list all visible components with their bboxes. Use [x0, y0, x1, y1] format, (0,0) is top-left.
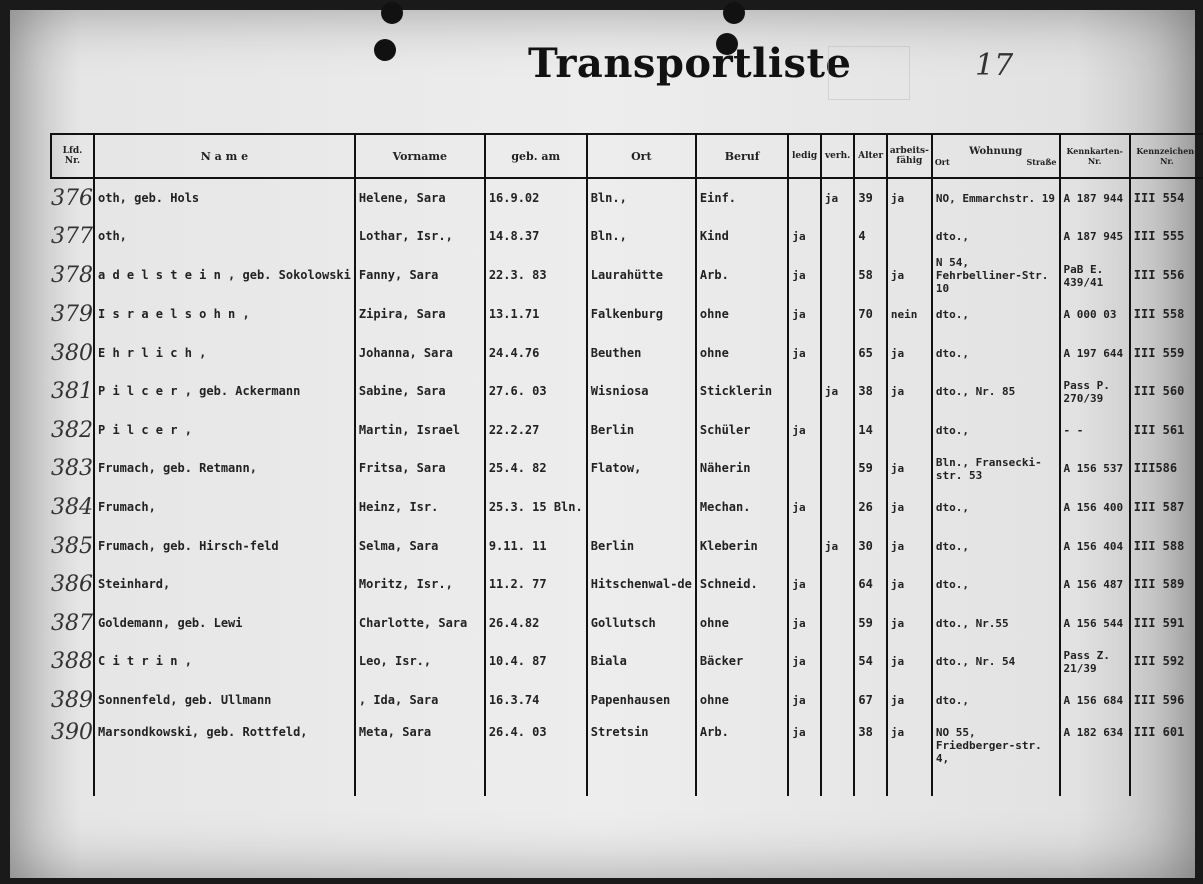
name-cell: E h r l i c h , [94, 334, 355, 373]
col-ledig: ledig [788, 134, 821, 178]
col-beruf: Beruf [696, 134, 788, 178]
vorname-cell: Fanny, Sara [355, 256, 485, 295]
table-row [51, 604, 1203, 643]
wohnung-cell: dto., [932, 488, 1060, 527]
ort-cell: Flatow, [587, 450, 696, 489]
lfd-number: 388 [51, 649, 93, 675]
wohnung-cell: dto., [932, 565, 1060, 604]
name-cell: C i t r i n , [94, 643, 355, 682]
kennzeichen-cell: III 558 [1130, 295, 1203, 334]
wohnung-cell: dto., Nr.55 [932, 604, 1060, 643]
beruf-cell: Schüler [696, 411, 788, 450]
geb-am-cell: 11.2. 77 [485, 565, 587, 604]
col-wohnung-strasse: Straße [1026, 156, 1057, 167]
ledig-cell: ja [788, 218, 821, 257]
beruf-cell: ohne [696, 334, 788, 373]
arbeitsfaehig-cell: ja [887, 565, 932, 604]
ledig-cell: ja [788, 488, 821, 527]
geb-am-cell: 16.3.74 [485, 681, 587, 720]
ledig-cell [788, 372, 821, 411]
beruf-cell: Mechan. [696, 488, 788, 527]
vorname-cell: Charlotte, Sara [355, 604, 485, 643]
name-cell: oth, [94, 218, 355, 257]
ort-cell: Biala [587, 643, 696, 682]
verh-cell [821, 295, 855, 334]
faded-stamp [828, 46, 910, 100]
kennkarten-cell: PaB E. 439/41 [1060, 256, 1130, 295]
kennzeichen-cell: III 555 [1130, 218, 1203, 257]
kennkarten-cell: A 182 634 [1060, 720, 1130, 796]
kennzeichen-cell: III 592 [1130, 643, 1203, 682]
verh-cell [821, 256, 855, 295]
beruf-cell: Kind [696, 218, 788, 257]
ledig-cell: ja [788, 256, 821, 295]
vorname-cell: Sabine, Sara [355, 372, 485, 411]
vorname-cell: Fritsa, Sara [355, 450, 485, 489]
beruf-cell: Kleberin [696, 527, 788, 566]
name-cell: Frumach, geb. Retmann, [94, 450, 355, 489]
alter-cell: 59 [854, 450, 886, 489]
wohnung-cell: dto., [932, 411, 1060, 450]
table-row [51, 720, 1203, 796]
kennkarten-cell: A 156 400 [1060, 488, 1130, 527]
table-row [51, 450, 1203, 489]
wohnung-cell: N 54, Fehrbelliner-Str. 10 [932, 256, 1060, 295]
lfd-number: 386 [51, 572, 93, 598]
geb-am-cell: 25.3. 15 Bln. [485, 488, 587, 527]
name-cell: Goldemann, geb. Lewi [94, 604, 355, 643]
geb-am-cell: 13.1.71 [485, 295, 587, 334]
wohnung-cell: dto., Nr. 85 [932, 372, 1060, 411]
arbeitsfaehig-cell: ja [887, 488, 932, 527]
geb-am-cell: 27.6. 03 [485, 372, 587, 411]
punch-hole [381, 2, 403, 24]
arbeitsfaehig-cell [887, 411, 932, 450]
beruf-cell: Näherin [696, 450, 788, 489]
wohnung-cell: dto., [932, 295, 1060, 334]
page-title: Transportliste [528, 40, 852, 87]
table-row [51, 334, 1203, 373]
lfd-number: 381 [51, 379, 93, 405]
verh-cell [821, 643, 855, 682]
ledig-cell: ja [788, 681, 821, 720]
lfd-number: 376 [51, 185, 93, 211]
col-geb-am: geb. am [485, 134, 587, 178]
ort-cell: Gollutsch [587, 604, 696, 643]
ort-cell: Berlin [587, 411, 696, 450]
kennzeichen-cell: III 559 [1130, 334, 1203, 373]
geb-am-cell: 9.11. 11 [485, 527, 587, 566]
transport-list-table [50, 133, 1203, 796]
lfd-number: 379 [51, 301, 93, 327]
wohnung-cell: dto., [932, 527, 1060, 566]
verh-cell [821, 720, 855, 796]
lfd-number: 387 [51, 610, 93, 636]
beruf-cell: ohne [696, 295, 788, 334]
col-ort: Ort [587, 134, 696, 178]
vorname-cell: Leo, Isr., [355, 643, 485, 682]
ort-cell: Wisniosa [587, 372, 696, 411]
verh-cell [821, 334, 855, 373]
name-cell: oth, geb. Hols [94, 178, 355, 218]
geb-am-cell: 16.9.02 [485, 178, 587, 218]
vorname-cell: Johanna, Sara [355, 334, 485, 373]
table-row [51, 527, 1203, 566]
kennzeichen-cell: III586 [1130, 450, 1203, 489]
margin-mark: 17 [975, 48, 1014, 83]
vorname-cell: Heinz, Isr. [355, 488, 485, 527]
header-row [51, 134, 1203, 178]
kennzeichen-cell: III 556 [1130, 256, 1203, 295]
kennzeichen-cell: III 554 [1130, 178, 1203, 218]
kennzeichen-cell: III 601 [1130, 720, 1203, 796]
geb-am-cell: 10.4. 87 [485, 643, 587, 682]
arbeitsfaehig-cell: ja [887, 643, 932, 682]
ort-cell: Stretsin [587, 720, 696, 796]
col-kennzeichen-nr: Kennzeichen-Nr. [1130, 134, 1203, 178]
alter-cell: 65 [854, 334, 886, 373]
punch-hole [374, 39, 396, 61]
ort-cell: Bln., [587, 218, 696, 257]
table-row [51, 681, 1203, 720]
name-cell: a d e l s t e i n , geb. Sokolowski [94, 256, 355, 295]
wohnung-cell: dto., [932, 681, 1060, 720]
name-cell: I s r a e l s o h n , [94, 295, 355, 334]
ledig-cell [788, 450, 821, 489]
ledig-cell [788, 527, 821, 566]
ledig-cell: ja [788, 643, 821, 682]
verh-cell [821, 218, 855, 257]
name-cell: Steinhard, [94, 565, 355, 604]
wohnung-cell: NO, Emmarchstr. 19 [932, 178, 1060, 218]
lfd-number: 377 [51, 224, 93, 250]
wohnung-cell: dto., [932, 218, 1060, 257]
col-wohnung [932, 134, 1060, 178]
table-row [51, 565, 1203, 604]
table-row [51, 372, 1203, 411]
name-cell: Frumach, [94, 488, 355, 527]
wohnung-cell: dto., Nr. 54 [932, 643, 1060, 682]
beruf-cell: Sticklerin [696, 372, 788, 411]
kennzeichen-cell: III 588 [1130, 527, 1203, 566]
geb-am-cell: 24.4.76 [485, 334, 587, 373]
verh-cell [821, 604, 855, 643]
wohnung-cell: NO 55, Friedberger-str. 4, [932, 720, 1060, 796]
kennkarten-cell: A 197 644 [1060, 334, 1130, 373]
geb-am-cell: 22.2.27 [485, 411, 587, 450]
geb-am-cell: 14.8.37 [485, 218, 587, 257]
verh-cell [821, 411, 855, 450]
geb-am-cell: 22.3. 83 [485, 256, 587, 295]
col-name: N a m e [94, 134, 355, 178]
name-cell: P i l c e r , [94, 411, 355, 450]
alter-cell: 14 [854, 411, 886, 450]
table-row [51, 411, 1203, 450]
arbeitsfaehig-cell: ja [887, 604, 932, 643]
name-cell: Sonnenfeld, geb. Ullmann [94, 681, 355, 720]
beruf-cell: Arb. [696, 256, 788, 295]
verh-cell [821, 488, 855, 527]
lfd-number: 378 [51, 263, 93, 289]
ledig-cell: ja [788, 334, 821, 373]
alter-cell: 30 [854, 527, 886, 566]
name-cell: Marsondkowski, geb. Rottfeld, [94, 720, 355, 796]
ledig-cell [788, 178, 821, 218]
geb-am-cell: 26.4.82 [485, 604, 587, 643]
beruf-cell: Einf. [696, 178, 788, 218]
alter-cell: 70 [854, 295, 886, 334]
kennkarten-cell: - - [1060, 411, 1130, 450]
alter-cell: 54 [854, 643, 886, 682]
table-row [51, 488, 1203, 527]
geb-am-cell: 26.4. 03 [485, 720, 587, 796]
col-lfd-nr: Lfd. Nr. [51, 134, 94, 178]
beruf-cell: Schneid. [696, 565, 788, 604]
arbeitsfaehig-cell: ja [887, 178, 932, 218]
beruf-cell: Bäcker [696, 643, 788, 682]
name-cell: P i l c e r , geb. Ackermann [94, 372, 355, 411]
kennkarten-cell: A 156 537 [1060, 450, 1130, 489]
kennkarten-cell: Pass Z. 21/39 [1060, 643, 1130, 682]
lfd-number: 380 [51, 340, 93, 366]
arbeitsfaehig-cell: ja [887, 681, 932, 720]
kennzeichen-cell: III 561 [1130, 411, 1203, 450]
kennzeichen-cell: III 589 [1130, 565, 1203, 604]
table-row [51, 218, 1203, 257]
name-cell: Frumach, geb. Hirsch-feld [94, 527, 355, 566]
vorname-cell: Zipira, Sara [355, 295, 485, 334]
alter-cell: 64 [854, 565, 886, 604]
table-row [51, 256, 1203, 295]
ledig-cell: ja [788, 720, 821, 796]
ort-cell [587, 488, 696, 527]
lfd-number: 383 [51, 456, 93, 482]
col-alter: Alter [854, 134, 886, 178]
lfd-number: 384 [51, 494, 93, 520]
arbeitsfaehig-cell: ja [887, 527, 932, 566]
vorname-cell: , Ida, Sara [355, 681, 485, 720]
table-row [51, 643, 1203, 682]
alter-cell: 58 [854, 256, 886, 295]
wohnung-cell: Bln., Fransecki-str. 53 [932, 450, 1060, 489]
arbeitsfaehig-cell: ja [887, 372, 932, 411]
table-row [51, 295, 1203, 334]
verh-cell [821, 450, 855, 489]
col-wohnung-ort: Ort [934, 156, 950, 167]
lfd-number: 385 [51, 533, 93, 559]
kennzeichen-cell: III 587 [1130, 488, 1203, 527]
vorname-cell: Martin, Israel [355, 411, 485, 450]
ort-cell: Berlin [587, 527, 696, 566]
kennzeichen-cell: III 591 [1130, 604, 1203, 643]
beruf-cell: ohne [696, 681, 788, 720]
alter-cell: 39 [854, 178, 886, 218]
alter-cell: 59 [854, 604, 886, 643]
kennkarten-cell: A 156 404 [1060, 527, 1130, 566]
col-vorname: Vorname [355, 134, 485, 178]
col-kennkarten-nr: Kennkarten-Nr. [1060, 134, 1130, 178]
vorname-cell: Meta, Sara [355, 720, 485, 796]
beruf-cell: Arb. [696, 720, 788, 796]
lfd-number: 390 [51, 719, 93, 745]
col-wohnung-title: Wohnung [969, 145, 1023, 157]
ort-cell: Hitschenwal-de [587, 565, 696, 604]
ort-cell: Bln., [587, 178, 696, 218]
alter-cell: 26 [854, 488, 886, 527]
ort-cell: Papenhausen [587, 681, 696, 720]
arbeitsfaehig-cell: ja [887, 256, 932, 295]
alter-cell: 4 [854, 218, 886, 257]
arbeitsfaehig-cell: ja [887, 450, 932, 489]
lfd-number: 382 [51, 417, 93, 443]
vorname-cell: Selma, Sara [355, 527, 485, 566]
kennkarten-cell: A 187 945 [1060, 218, 1130, 257]
vorname-cell: Lothar, Isr., [355, 218, 485, 257]
wohnung-cell: dto., [932, 334, 1060, 373]
beruf-cell: ohne [696, 604, 788, 643]
verh-cell [821, 565, 855, 604]
arbeitsfaehig-cell: ja [887, 720, 932, 796]
ort-cell: Beuthen [587, 334, 696, 373]
alter-cell: 38 [854, 372, 886, 411]
verh-cell [821, 681, 855, 720]
col-arbeitsfaehig: arbeits-fähig [887, 134, 932, 178]
verh-cell: ja [821, 178, 855, 218]
kennkarten-cell: A 156 487 [1060, 565, 1130, 604]
kennkarten-cell: A 187 944 [1060, 178, 1130, 218]
ledig-cell: ja [788, 565, 821, 604]
table-row [51, 178, 1203, 218]
alter-cell: 38 [854, 720, 886, 796]
kennkarten-cell: A 000 03 [1060, 295, 1130, 334]
table-body [51, 178, 1203, 796]
ledig-cell: ja [788, 411, 821, 450]
arbeitsfaehig-cell: ja [887, 334, 932, 373]
kennkarten-cell: A 156 684 [1060, 681, 1130, 720]
kennkarten-cell: A 156 544 [1060, 604, 1130, 643]
vorname-cell: Helene, Sara [355, 178, 485, 218]
kennzeichen-cell: III 560 [1130, 372, 1203, 411]
ledig-cell: ja [788, 604, 821, 643]
col-verh: verh. [821, 134, 855, 178]
kennzeichen-cell: III 596 [1130, 681, 1203, 720]
arbeitsfaehig-cell: nein [887, 295, 932, 334]
punch-hole [723, 2, 745, 24]
ort-cell: Laurahütte [587, 256, 696, 295]
arbeitsfaehig-cell [887, 218, 932, 257]
vorname-cell: Moritz, Isr., [355, 565, 485, 604]
geb-am-cell: 25.4. 82 [485, 450, 587, 489]
verh-cell: ja [821, 527, 855, 566]
lfd-number: 389 [51, 687, 93, 713]
verh-cell: ja [821, 372, 855, 411]
kennkarten-cell: Pass P. 270/39 [1060, 372, 1130, 411]
ledig-cell: ja [788, 295, 821, 334]
alter-cell: 67 [854, 681, 886, 720]
ort-cell: Falkenburg [587, 295, 696, 334]
